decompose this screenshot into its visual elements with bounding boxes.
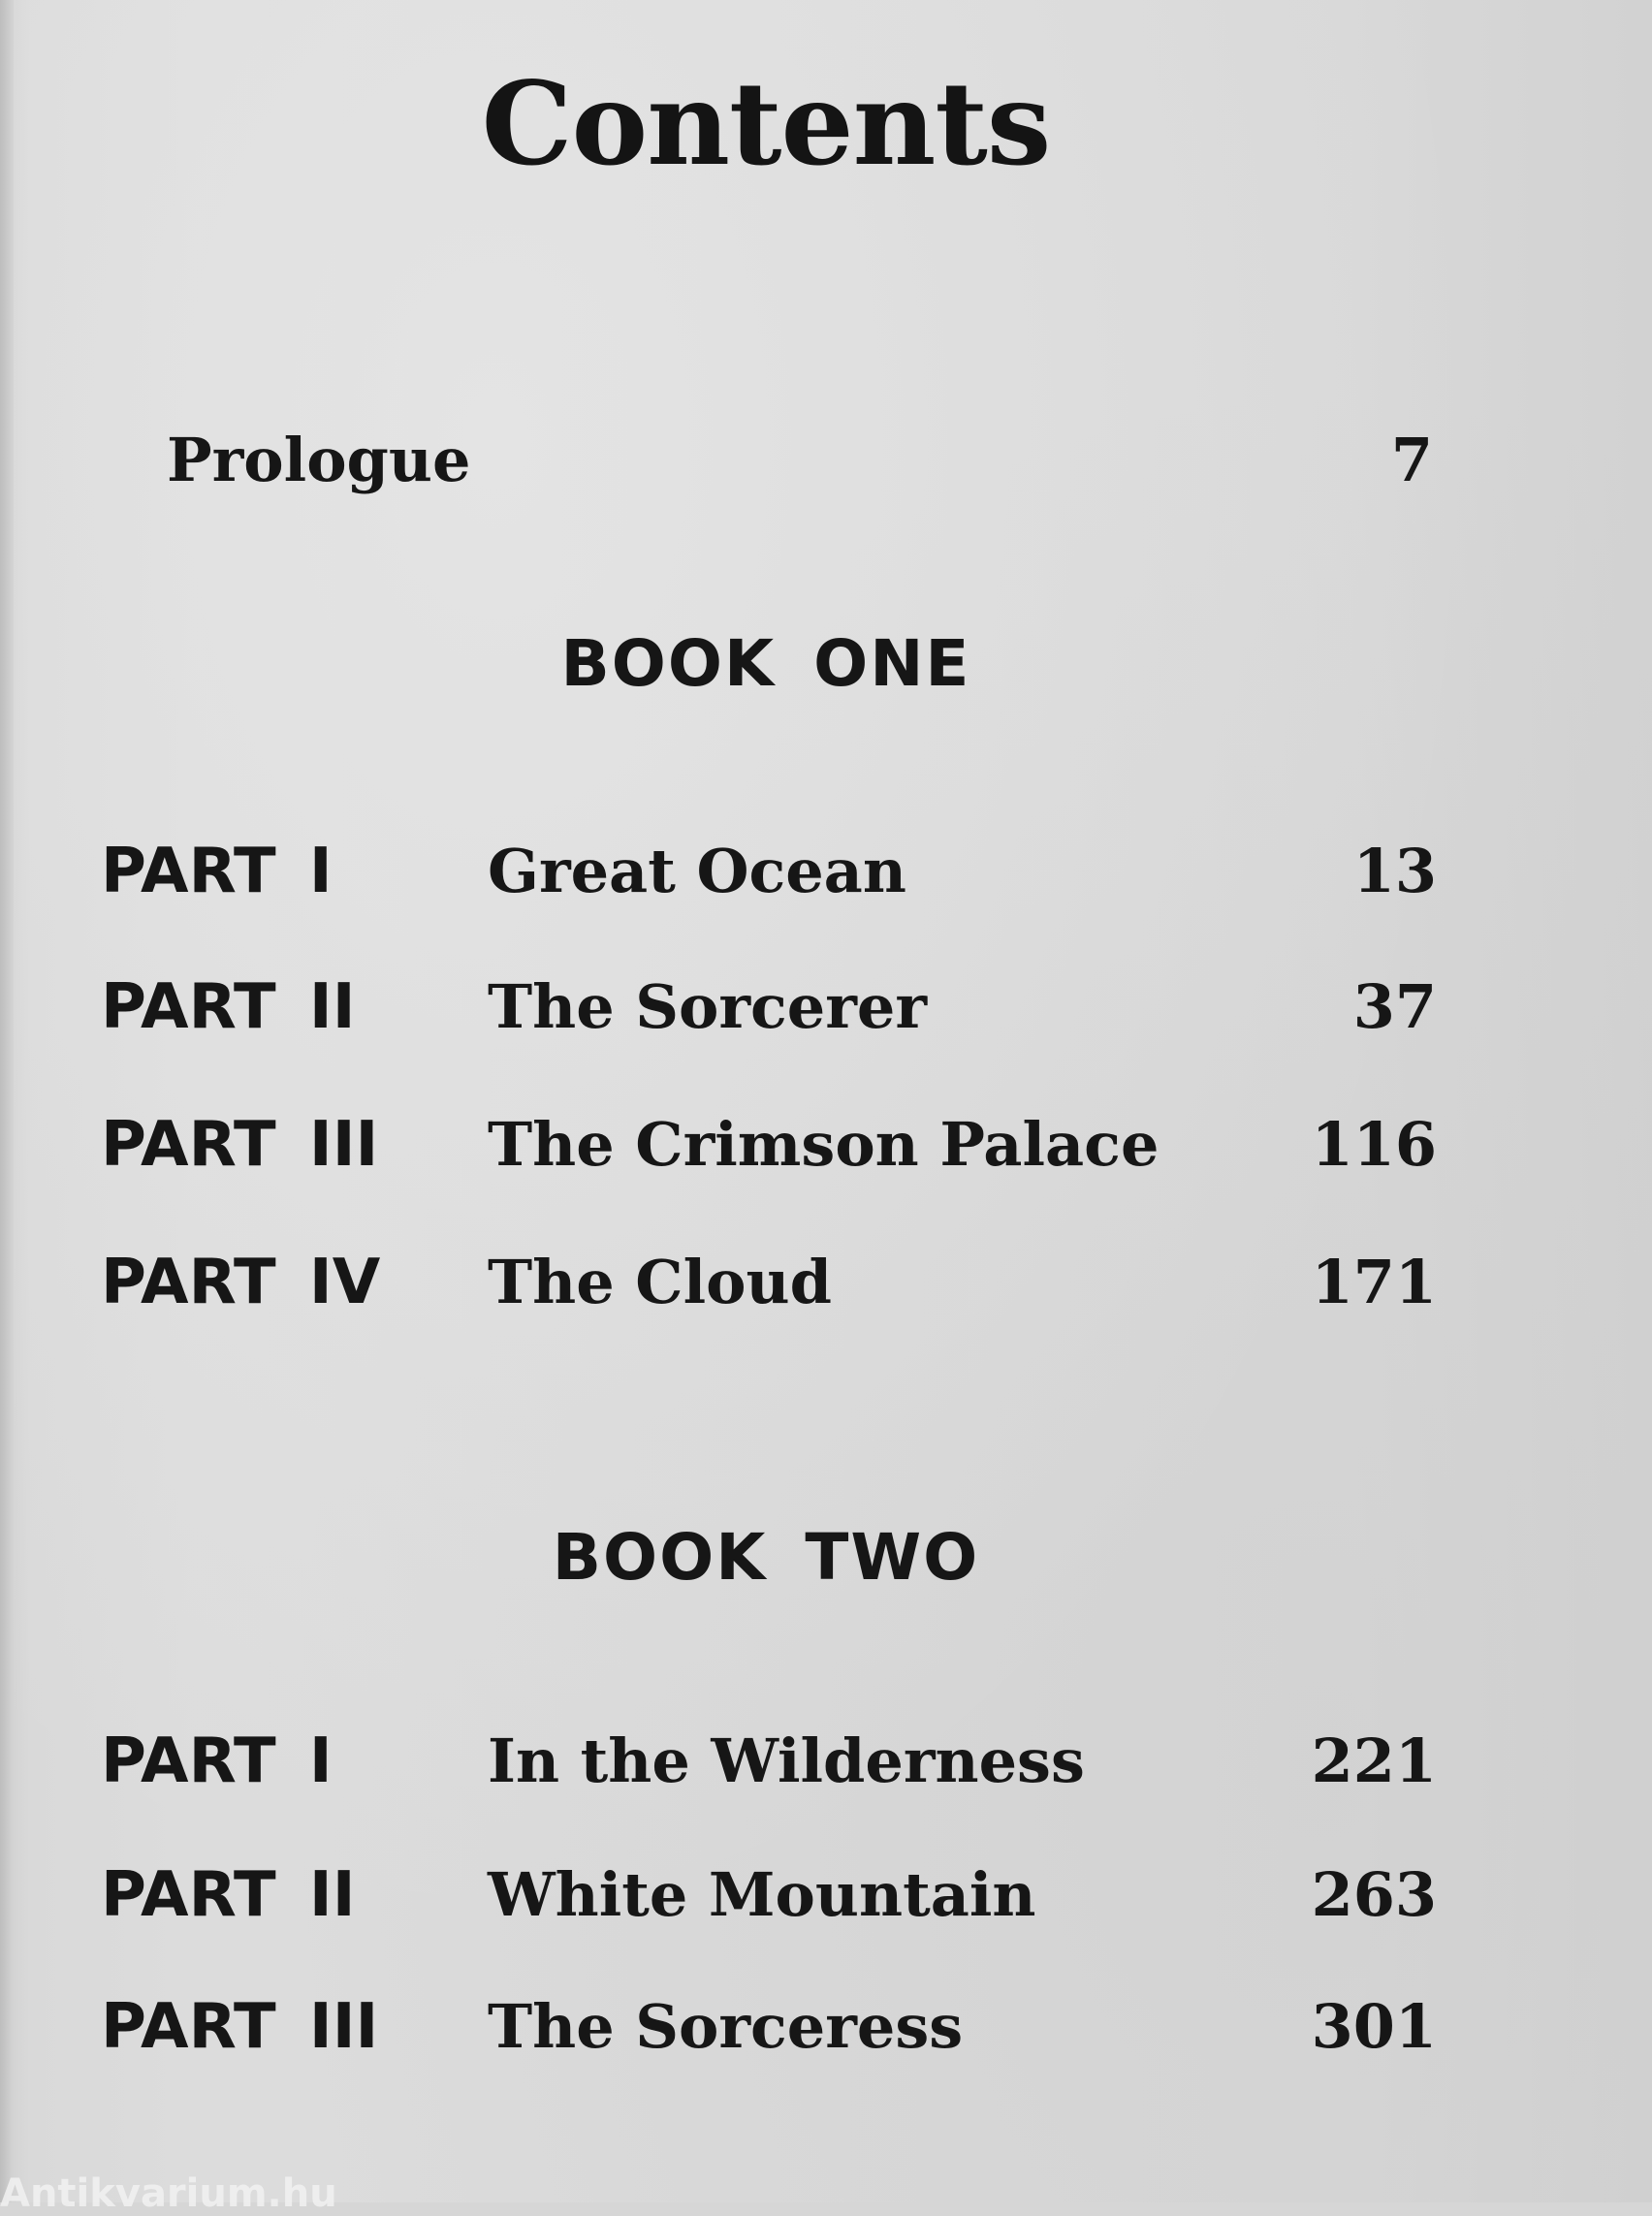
toc-entry [0, 971, 1652, 1059]
chapter-title: The Cloud [488, 1247, 832, 1317]
chapter-title: The Sorcerer [488, 971, 928, 1042]
toc-entry [0, 1109, 1652, 1196]
page-number: 13 [1352, 836, 1437, 906]
part-label: PART III [101, 1109, 379, 1181]
part-label: PART III [101, 1991, 379, 2063]
toc-entry [0, 836, 1652, 923]
chapter-title: The Crimson Palace [488, 1109, 1160, 1180]
chapter-title: Great Ocean [488, 836, 906, 906]
part-label: PART I [101, 836, 333, 907]
part-label: PART II [101, 971, 356, 1043]
prologue-page-number: 7 [1390, 425, 1433, 495]
part-label: PART IV [101, 1247, 381, 1318]
page-number: 116 [1311, 1109, 1437, 1180]
chapter-title: White Mountain [488, 1859, 1036, 1930]
page-number: 221 [1311, 1725, 1437, 1796]
part-label: PART II [101, 1859, 356, 1931]
page-title: Contents [481, 56, 1051, 191]
chapter-title: The Sorceress [488, 1991, 964, 2062]
page-number: 37 [1352, 971, 1437, 1042]
toc-entry [0, 1247, 1652, 1334]
book-one-heading: BOOK ONE [560, 626, 971, 701]
toc-entry [0, 1859, 1652, 1947]
book-two-heading: BOOK TWO [552, 1520, 980, 1595]
part-label: PART I [101, 1725, 333, 1797]
prologue-label: Prologue [167, 425, 471, 495]
chapter-title: In the Wilderness [488, 1725, 1085, 1796]
watermark-text: Antikvarium.hu [0, 2171, 337, 2216]
toc-entry [0, 1991, 1652, 2078]
page-number: 171 [1311, 1247, 1437, 1317]
page-number: 301 [1311, 1991, 1437, 2062]
page-number: 263 [1311, 1859, 1437, 1930]
toc-entry [0, 1725, 1652, 1813]
